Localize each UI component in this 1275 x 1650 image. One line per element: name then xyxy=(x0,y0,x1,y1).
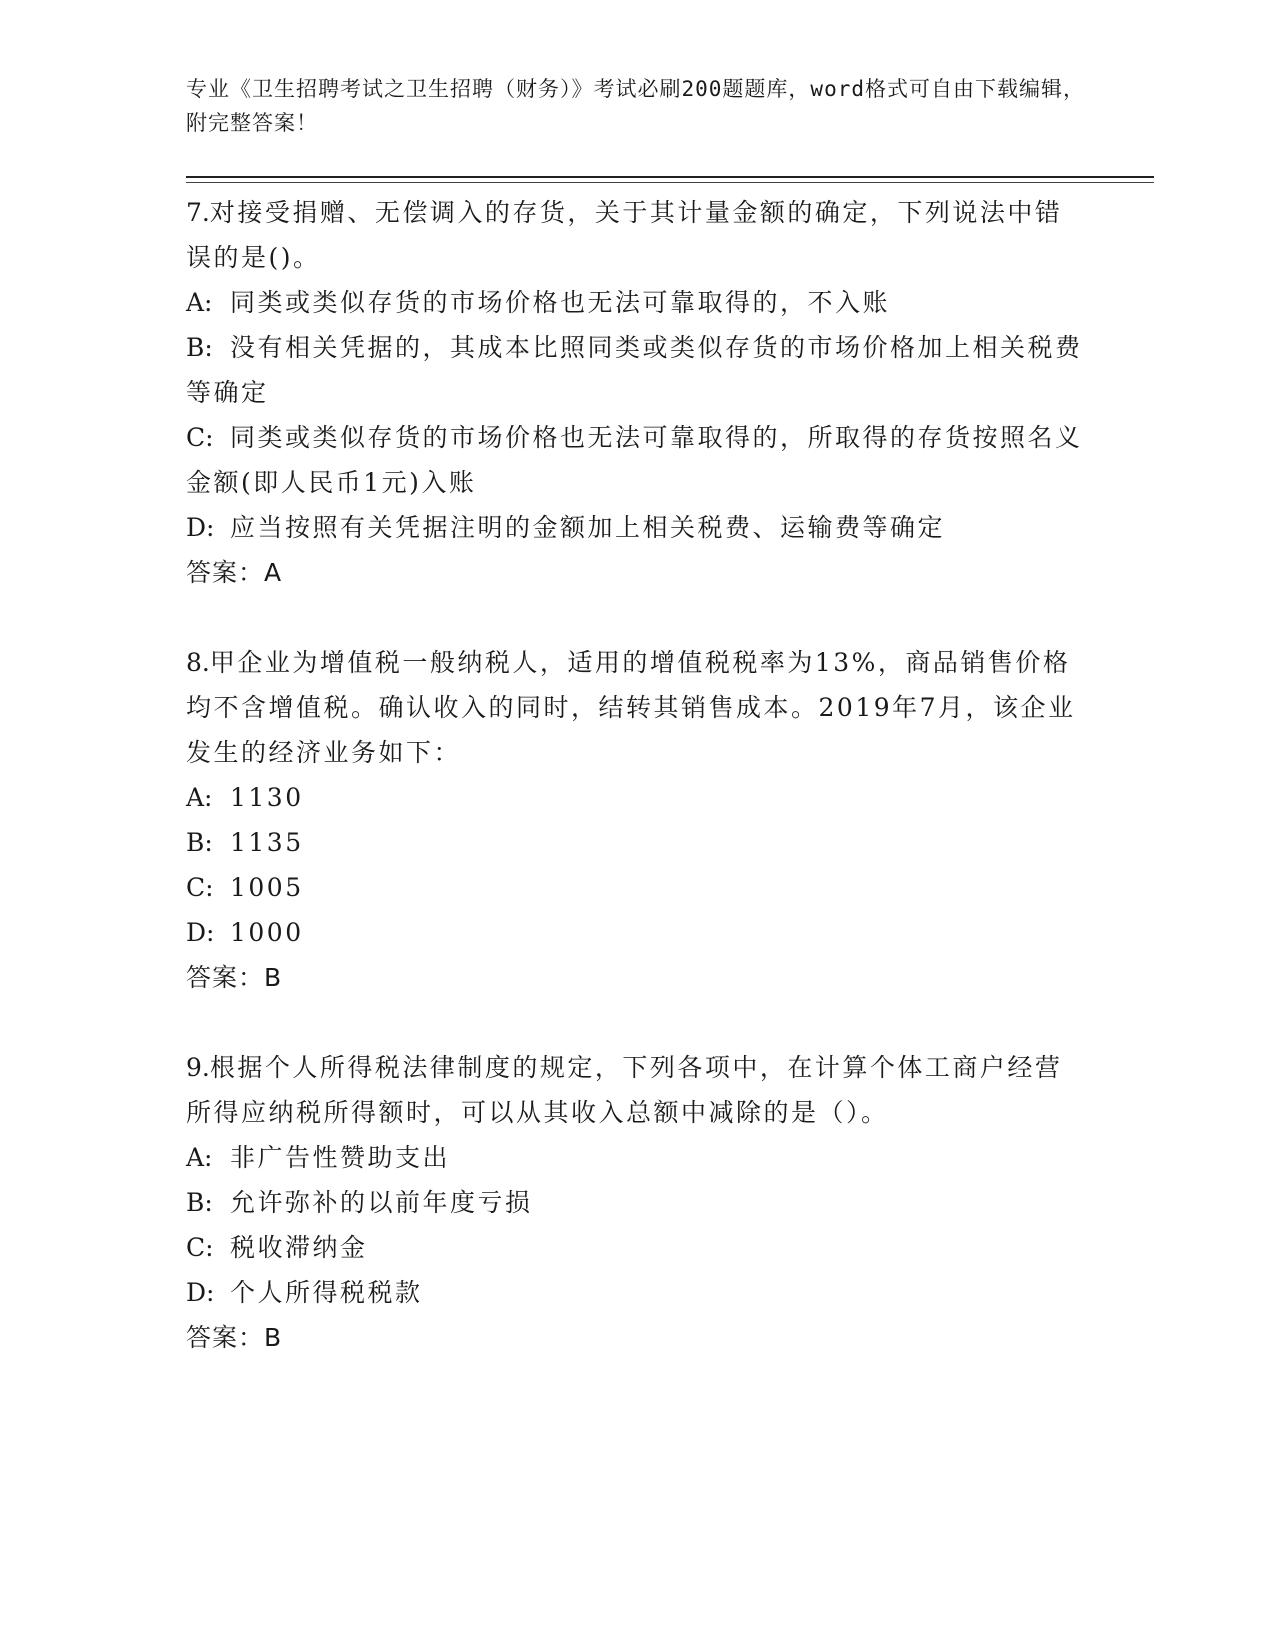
option-letter: D: xyxy=(186,1278,215,1307)
document-header: 专业《卫生招聘考试之卫生招聘（财务）》考试必刷200题题库，word格式可自由下载编辑，附完整答案！ xyxy=(186,77,1085,135)
option-letter: C: xyxy=(186,873,214,902)
option-d xyxy=(186,505,1086,550)
question-7 xyxy=(186,190,1086,595)
option-text: 个人所得税税款 xyxy=(230,1278,423,1307)
option-letter: D: xyxy=(186,513,215,542)
option-c xyxy=(186,865,1086,910)
question-list xyxy=(186,190,1086,1405)
question-8 xyxy=(186,640,1086,1000)
option-letter: C: xyxy=(186,1233,214,1262)
header-divider-thin xyxy=(186,182,1154,183)
header-divider-thick xyxy=(186,176,1154,178)
option-text: 同类或类似存货的市场价格也无法可靠取得的，所取得的存货按照名义金额(即人民币1元)入账 xyxy=(186,423,1083,497)
option-b xyxy=(186,325,1086,415)
question-text: 甲企业为增值税一般纳税人，适用的增值税税率为13%，商品销售价格均不含增值税。确认收入的同时，结转其销售成本。2019年7月，该企业发生的经济业务如下： xyxy=(186,648,1076,767)
option-d xyxy=(186,1270,1086,1315)
option-b xyxy=(186,820,1086,865)
option-c xyxy=(186,1225,1086,1270)
option-text: 非广告性赞助支出 xyxy=(230,1143,451,1172)
option-letter: A: xyxy=(186,783,213,812)
option-text: 1005 xyxy=(230,873,304,902)
question-number: 7. xyxy=(186,198,210,227)
option-letter: B: xyxy=(186,1188,213,1217)
answer-line: 答案：B xyxy=(186,963,283,992)
option-letter: A: xyxy=(186,1143,213,1172)
option-letter: D: xyxy=(186,918,215,947)
option-letter: B: xyxy=(186,828,213,857)
option-text: 应当按照有关凭据注明的金额加上相关税费、运输费等确定 xyxy=(230,513,946,542)
answer-line: 答案：A xyxy=(186,558,283,587)
option-d xyxy=(186,910,1086,955)
option-text: 税收滞纳金 xyxy=(230,1233,368,1262)
option-letter: B: xyxy=(186,333,213,362)
option-text: 1000 xyxy=(230,918,304,947)
question-9 xyxy=(186,1045,1086,1360)
answer-line: 答案：B xyxy=(186,1323,283,1352)
option-a xyxy=(186,1135,1086,1180)
option-text: 1135 xyxy=(230,828,304,857)
question-stem xyxy=(186,1045,1086,1135)
option-text: 1130 xyxy=(230,783,304,812)
question-stem xyxy=(186,190,1086,280)
option-text: 没有相关凭据的，其成本比照同类或类似存货的市场价格加上相关税费等确定 xyxy=(186,333,1083,407)
option-text: 允许弥补的以前年度亏损 xyxy=(230,1188,533,1217)
option-a xyxy=(186,280,1086,325)
option-letter: A: xyxy=(186,288,213,317)
question-stem xyxy=(186,640,1086,775)
option-c xyxy=(186,415,1086,505)
option-text: 同类或类似存货的市场价格也无法可靠取得的，不入账 xyxy=(230,288,891,317)
option-letter: C: xyxy=(186,423,214,452)
option-b xyxy=(186,1180,1086,1225)
question-number: 9. xyxy=(186,1053,210,1082)
question-text: 根据个人所得税法律制度的规定，下列各项中，在计算个体工商户经营所得应纳税所得额时，可以从其收入总额中减除的是（）。 xyxy=(186,1053,1063,1127)
option-a xyxy=(186,775,1086,820)
question-number: 8. xyxy=(186,648,210,677)
question-text: 对接受捐赠、无偿调入的存货，关于其计量金额的确定，下列说法中错误的是()。 xyxy=(186,198,1063,272)
